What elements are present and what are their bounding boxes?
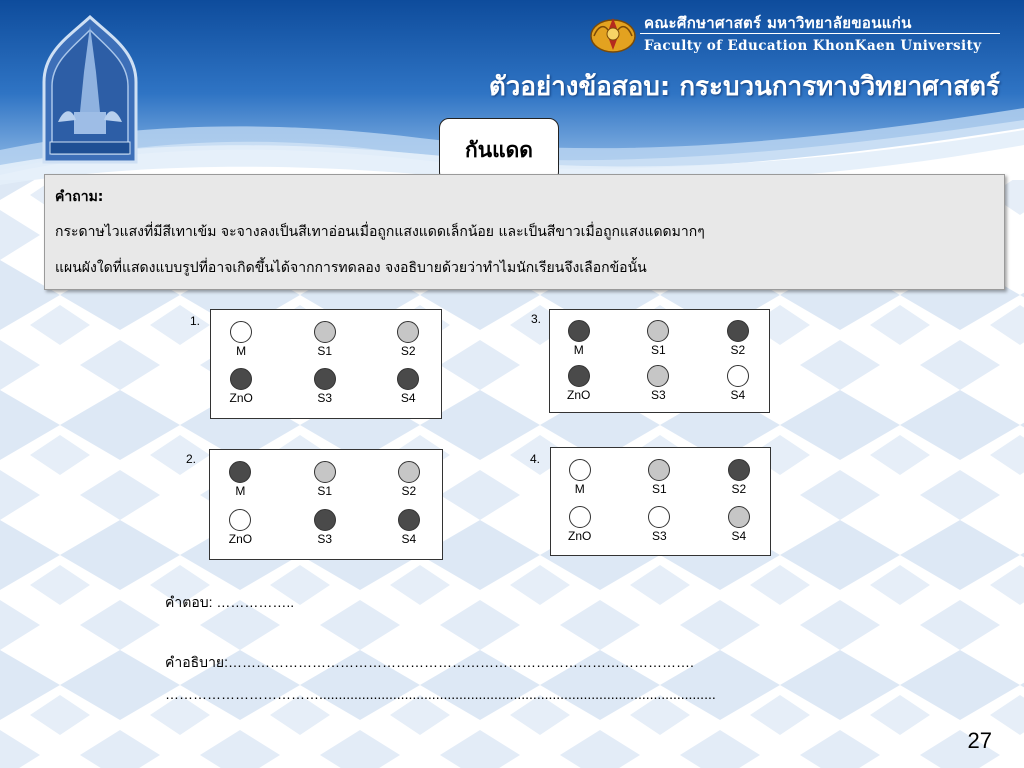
sample-label: S4 bbox=[400, 391, 416, 406]
option-diagram-4 bbox=[550, 447, 771, 556]
sample-dot-s2 bbox=[727, 320, 749, 342]
sample-dot-s3 bbox=[647, 365, 669, 387]
sample-label: ZnO bbox=[229, 391, 253, 406]
sample-dot-s1 bbox=[647, 320, 669, 342]
sample-label: S4 bbox=[401, 531, 417, 546]
sample-label: S3 bbox=[317, 531, 332, 546]
sample-dot-s1 bbox=[314, 461, 336, 483]
faculty-crest-icon bbox=[588, 12, 638, 54]
page-number: 27 bbox=[967, 728, 992, 753]
sample-label: S2 bbox=[731, 481, 747, 496]
sample-dot-zno bbox=[230, 368, 252, 390]
sample-label: ZnO bbox=[568, 528, 592, 543]
sample-label: M bbox=[236, 344, 247, 358]
explanation-line: คำอธิบาย:………………………………………………………………………………………. bbox=[165, 654, 694, 670]
sample-label: ZnO bbox=[567, 387, 591, 402]
sample-dot-s2 bbox=[397, 321, 419, 343]
option-number-1: 1. bbox=[190, 314, 201, 328]
sample-dot-s3 bbox=[314, 368, 336, 390]
sample-label: S2 bbox=[400, 344, 416, 358]
sample-label: S1 bbox=[317, 344, 333, 358]
sample-label: S2 bbox=[730, 342, 746, 357]
sample-label: S4 bbox=[731, 528, 747, 543]
sample-label: S3 bbox=[317, 391, 333, 406]
faculty-divider bbox=[640, 33, 1000, 34]
option-diagram-1 bbox=[210, 309, 442, 419]
sample-label: S1 bbox=[317, 484, 332, 499]
sample-dot-m bbox=[229, 461, 251, 483]
sample-dot-s4 bbox=[727, 365, 749, 387]
sample-dot-zno bbox=[569, 506, 591, 528]
sample-label: S3 bbox=[651, 528, 667, 543]
sample-dot-s2 bbox=[728, 459, 750, 481]
sample-label: M bbox=[574, 481, 585, 496]
sample-label: S4 bbox=[730, 387, 746, 402]
slide-title: ตัวอย่างข้อสอบ: กระบวนการทางวิทยาศาสตร์ bbox=[488, 72, 1000, 102]
sample-dot-s4 bbox=[397, 368, 419, 390]
explanation-line-2: ……………………………...................................................................................................... bbox=[165, 686, 716, 702]
option-diagram-2 bbox=[209, 449, 443, 560]
faculty-name-th: คณะศึกษาศาสตร์ มหาวิทยาลัยขอนแก่น bbox=[644, 14, 912, 32]
option-number-2: 2. bbox=[186, 452, 197, 466]
sample-dot-m bbox=[230, 321, 252, 343]
sample-dot-s3 bbox=[314, 509, 336, 531]
option-number-4: 4. bbox=[530, 452, 541, 466]
question-text-line-2: แผนผังใดที่แสดงแบบรูปที่อาจเกิดขึ้นได้จากการทดลอง จงอธิบายด้วยว่าทำไมนักเรียนจึงเลือกข้อนั้น bbox=[55, 260, 647, 276]
faculty-name-en: Faculty of Education KhonKaen University bbox=[644, 38, 982, 54]
sample-dot-m bbox=[569, 459, 591, 481]
sample-dot-s1 bbox=[314, 321, 336, 343]
sample-label: S3 bbox=[650, 387, 666, 402]
sample-dot-zno bbox=[229, 509, 251, 531]
sample-dot-s1 bbox=[648, 459, 670, 481]
question-box bbox=[44, 174, 1005, 290]
question-text-line-1: กระดาษไวแสงที่มีสีเทาเข้ม จะจางลงเป็นสีเทาอ่อนเมื่อถูกแสงแดดเล็กน้อย และเป็นสีขาวเมื่อถูกแสงแดดมากๆ bbox=[55, 224, 705, 240]
sample-label: S1 bbox=[651, 481, 667, 496]
sample-dot-zno bbox=[568, 365, 590, 387]
sample-label: ZnO bbox=[228, 531, 253, 546]
university-emblem-icon bbox=[38, 12, 142, 170]
topic-label: กันแดด bbox=[439, 118, 559, 182]
sample-label: S1 bbox=[650, 342, 666, 357]
sample-dot-m bbox=[568, 320, 590, 342]
sample-label: M bbox=[573, 342, 584, 357]
question-label: คำถาม: bbox=[55, 189, 104, 205]
answer-line: คำตอบ: …………….. bbox=[165, 594, 295, 610]
option-number-3: 3. bbox=[531, 312, 542, 326]
sample-dot-s4 bbox=[398, 509, 420, 531]
option-diagram-3 bbox=[549, 309, 770, 413]
sample-dot-s2 bbox=[398, 461, 420, 483]
sample-dot-s4 bbox=[728, 506, 750, 528]
sample-label: S2 bbox=[401, 484, 417, 499]
sample-label: M bbox=[235, 484, 246, 499]
sample-dot-s3 bbox=[648, 506, 670, 528]
